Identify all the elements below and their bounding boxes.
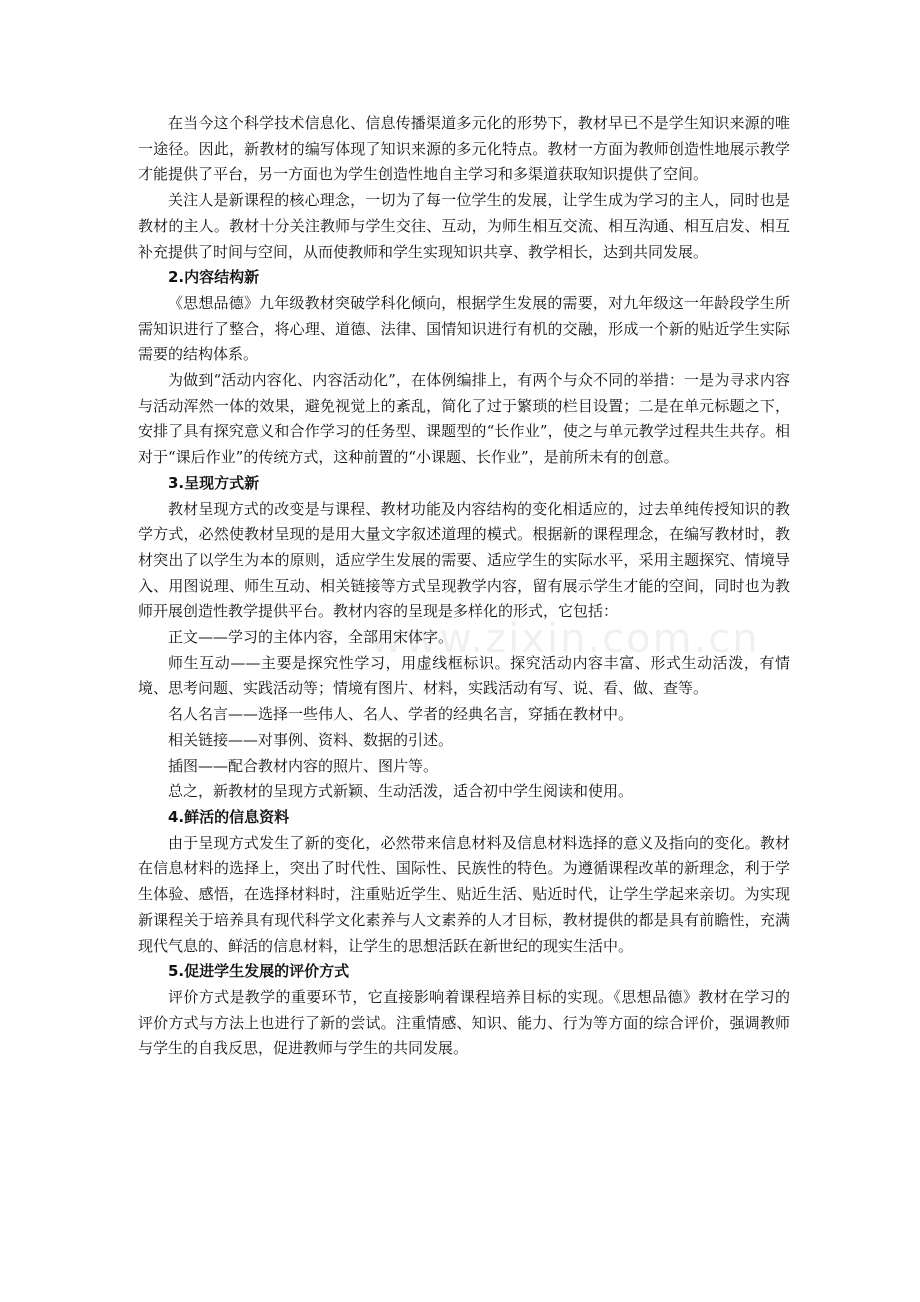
section-heading-2: 2.内容结构新	[168, 268, 260, 287]
paragraph-1: 在当今这个科学技术信息化、信息传播渠道多元化的形势下，教材早已不是学生知识来源的唯一途径。因此，新教材的编写体现了知识来源的多元化特点。教材一方面为教师创造性地展示教学才能提供了平台，另一方面也为学生创造性地自主学习和多渠道获取知识提供了空间。	[138, 114, 790, 184]
paragraph-5: 教材呈现方式的改变是与课程、教材功能及内容结构的变化相适应的，过去单纯传授知识的教学方式，必然使教材呈现的是用大量文字叙述道理的模式。根据新的课程理念，在编写教材时，教材突出了以学生为本的原则，适应学生发展的需要、适应学生的实际水平，采用主题探究、情境导入、用图说理、师生互动、相关链接等方式呈现教学内容，留有展示学生才能的空间，同时也为教师开展创造性教学提供平台。教材内容的呈现是多样化的形式，它包括：	[138, 499, 790, 621]
paragraph-4: 为做到“活动内容化、内容活动化”，在体例编排上，有两个与众不同的举措：一是为寻求内容与活动浑然一体的效果，避免视觉上的紊乱，简化了过于繁琐的栏目设置；二是在单元标题之下，安排了具有探究意义和合作学习的任务型、课题型的“长作业”，使之与单元教学过程共生共存。相对于“课后作业”的传统方式，这种前置的“小课题、长作业”，是前所未有的创意。	[138, 371, 790, 467]
list-item-interaction: 师生互动——主要是探究性学习，用虚线框标识。探究活动内容丰富、形式生动活泼，有情境、思考问题、实践活动等；情境有图片、材料，实践活动有写、说、看、做、查等。	[138, 653, 790, 698]
paragraph-7: 评价方式是教学的重要环节，它直接影响着课程培养目标的实现。《思想品德》教材在学习的评价方式与方法上也进行了新的尝试。注重情感、知识、能力、行为等方面的综合评价，强调教师与学生的自我反思，促进教师与学生的共同发展。	[138, 987, 790, 1058]
document-page	[138, 111, 790, 1062]
list-item-illustrations: 插图——配合教材内容的照片、图片等。	[168, 756, 439, 775]
paragraph-3: 《思想品德》九年级教材突破学科化倾向，根据学生发展的需要，对九年级这一年龄段学生所需知识进行了整合，将心理、道德、法律、国情知识进行有机的交融，形成一个新的贴近学生实际需要的结构体系。	[138, 293, 790, 364]
paragraph-2: 关注人是新课程的核心理念，一切为了每一位学生的发展，让学生成为学习的主人，同时也是教材的主人。教材十分关注教师与学生交往、互动，为师生相互交流、相互沟通、相互启发、相互补充提供了时间与空间，从而使教师和学生实现知识共享、教学相长，达到共同发展。	[138, 191, 790, 261]
section-heading-4: 4.鲜活的信息资料	[168, 807, 290, 826]
paragraph-6: 由于呈现方式发生了新的变化，必然带来信息材料及信息材料选择的意义及指向的变化。教材在信息材料的选择上，突出了时代性、国际性、民族性的特色。为遵循课程改革的新理念，利于学生体验、感悟，在选择材料时，注重贴近学生、贴近生活、贴近时代，让学生学起来亲切。为实现新课程关于培养具有现代科学文化素养与人文素养的人才目标，教材提供的都是具有前瞻性，充满现代气息的、鲜活的信息材料，让学生的思想活跃在新世纪的现实生活中。	[138, 833, 790, 955]
section-heading-3: 3.呈现方式新	[168, 473, 260, 492]
paragraph-summary: 总之，新教材的呈现方式新颖、生动活泼，适合初中学生阅读和使用。	[168, 782, 634, 801]
section-heading-5: 5.促进学生发展的评价方式	[168, 962, 350, 981]
list-item-quotes: 名人名言——选择一些伟人、名人、学者的经典名言，穿插在教材中。	[168, 705, 634, 724]
watermark: www.zixin.com.cn	[370, 616, 760, 662]
list-item-links: 相关链接——对事例、资料、数据的引述。	[168, 730, 454, 749]
list-item-main-text: 正文——学习的主体内容，全部用宋体字。	[168, 628, 454, 647]
